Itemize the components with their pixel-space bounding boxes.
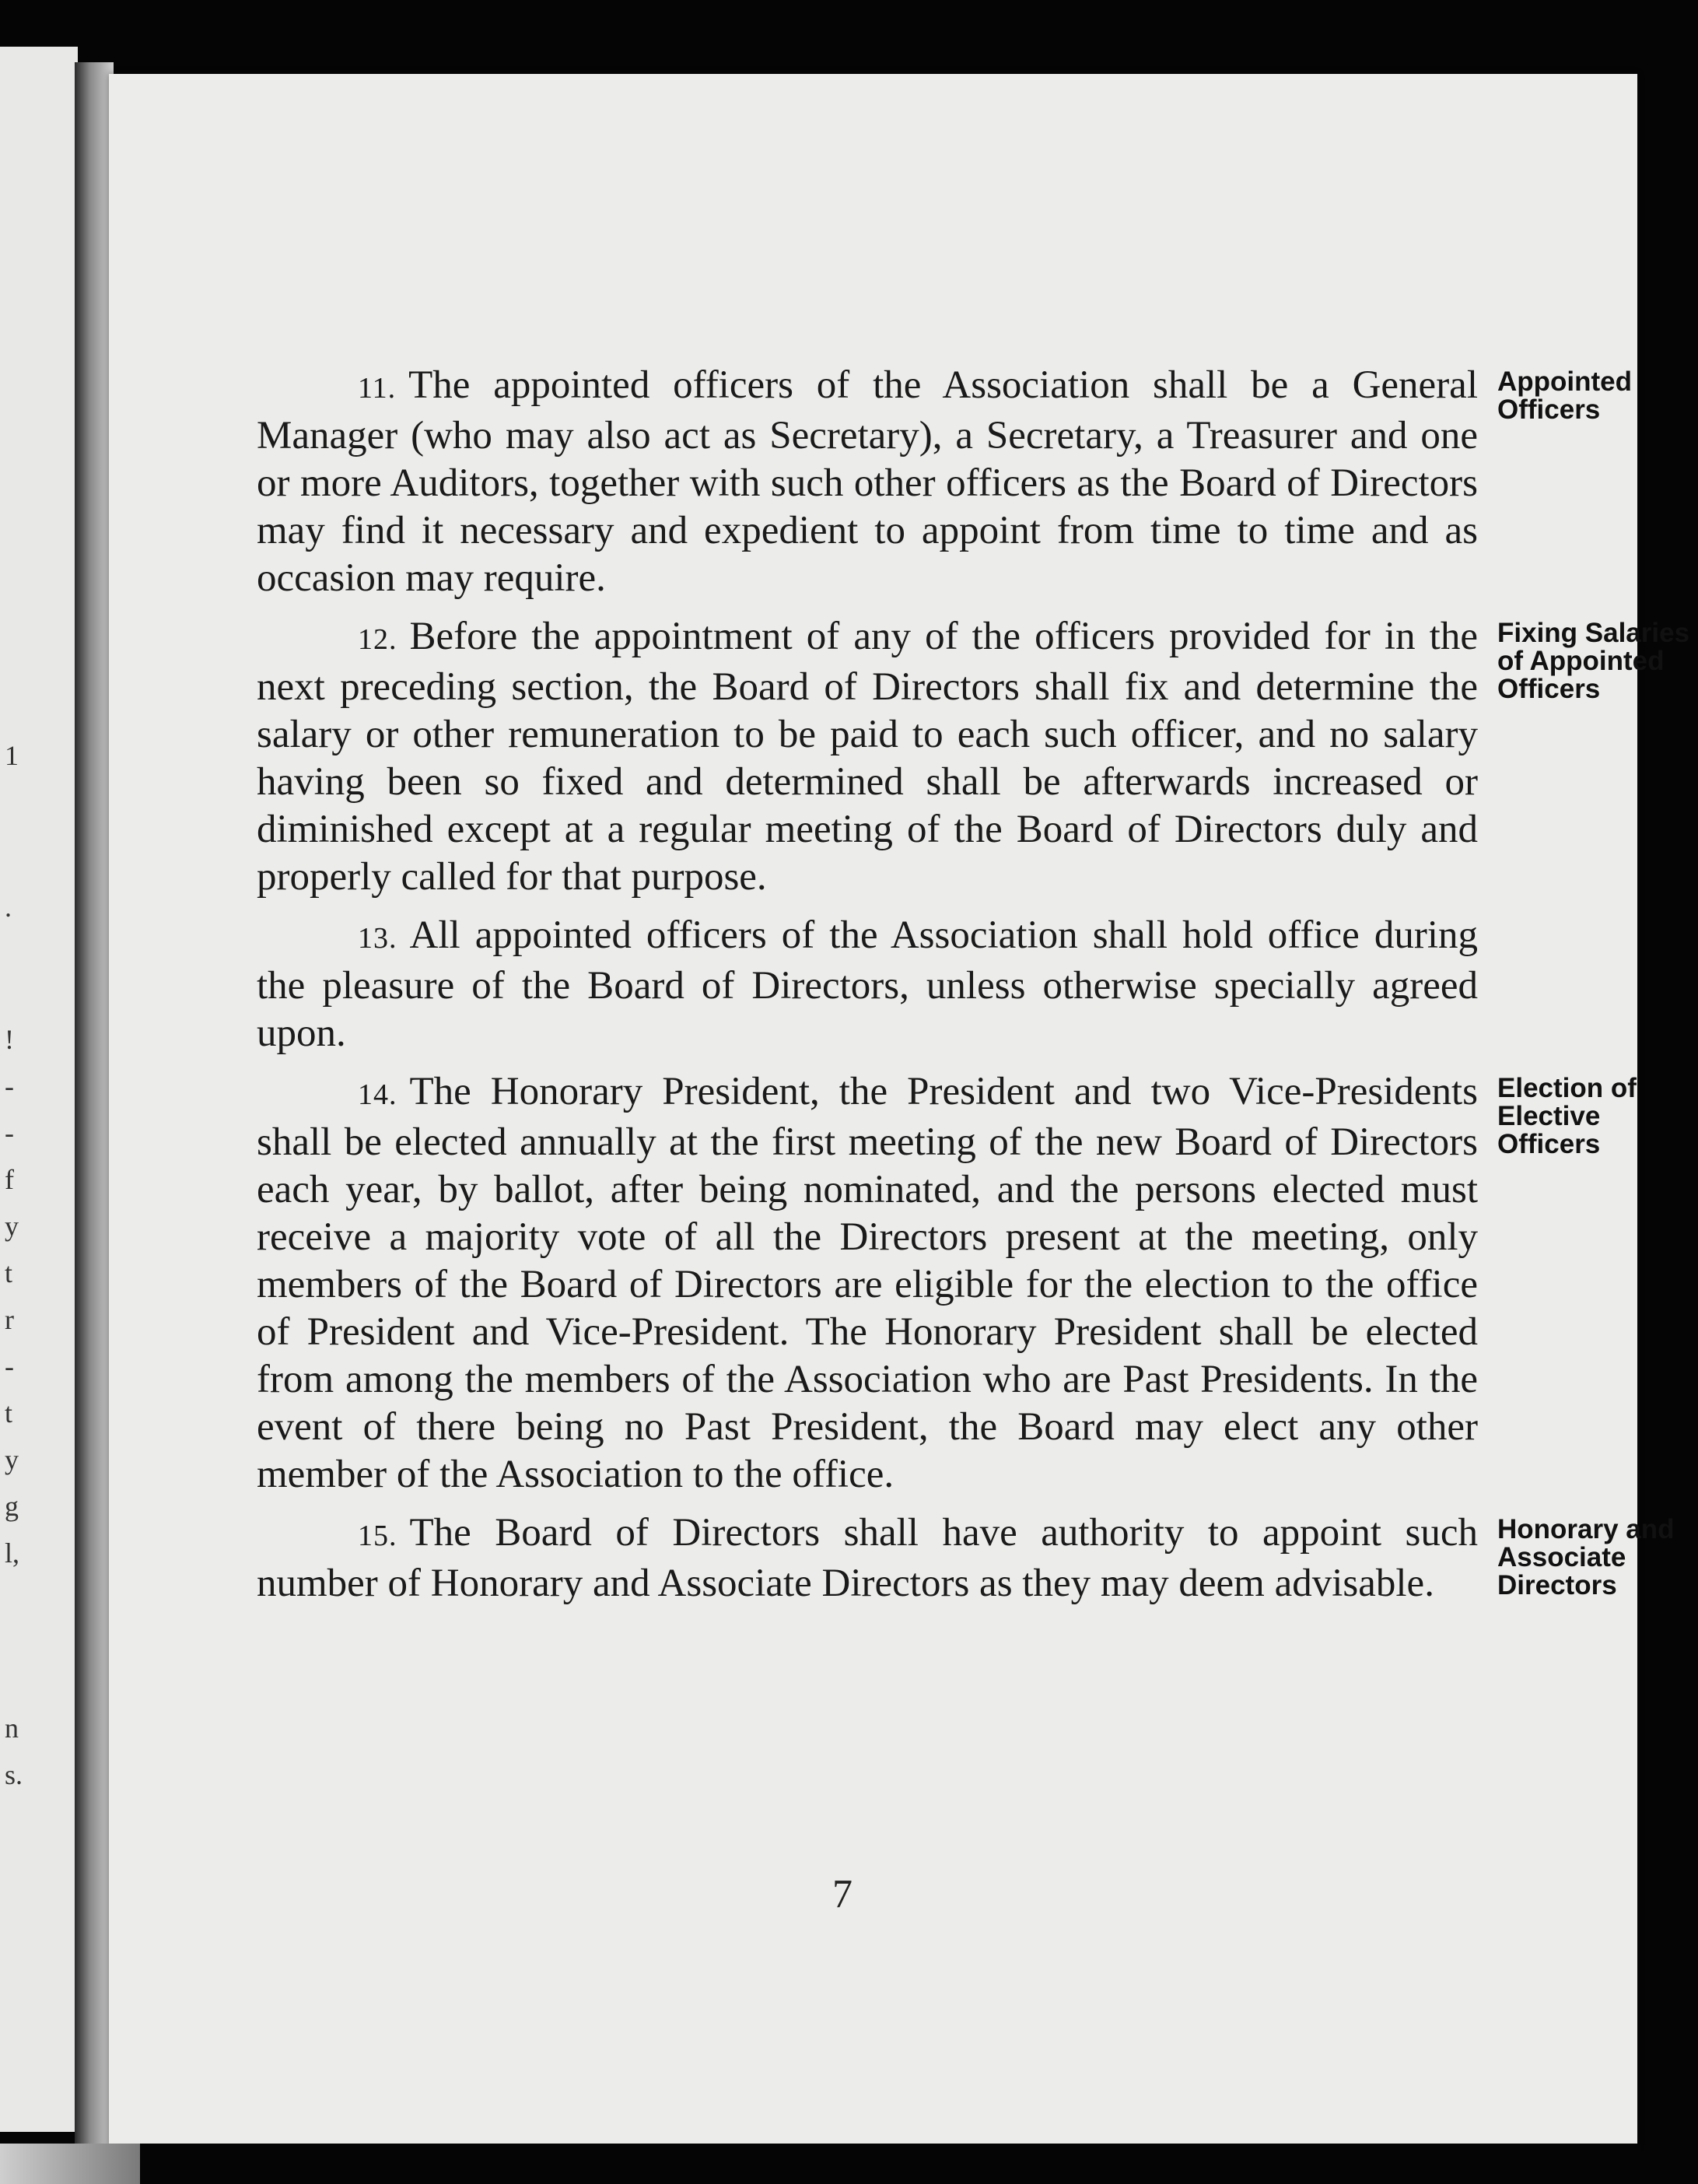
margin-fragment: y bbox=[5, 1444, 19, 1475]
section-number: 15. bbox=[358, 1520, 397, 1552]
section-text: Before the appointment of any of the officers provided for in the next preceding section, the Board of Directors shall fix and determine the salary or other remuneration to be paid to each such officer, and no salary having been so fixed and determined shall be afterwards increased or diminished except at a regular meeting of the Board of Directors duly and properly called for that purpose. bbox=[257, 615, 1478, 899]
sidenote-election-officers: Election of Elective Officers bbox=[1497, 1073, 1637, 1159]
sidenote-fixing-salaries: Fixing Salaries of Appointed Officers bbox=[1497, 618, 1690, 704]
section-paragraph bbox=[257, 1068, 1478, 1499]
margin-fragment: - bbox=[5, 1071, 14, 1102]
margin-fragment: g bbox=[5, 1491, 19, 1522]
scan-edge-strip bbox=[0, 2144, 140, 2184]
section-text: All appointed officers of the Association shall hold office during the pleasure of the Board of Directors, unless otherwise specially agreed upon. bbox=[257, 913, 1478, 1055]
book-gutter bbox=[75, 62, 114, 2147]
section-text: The Honorary President, the President and two Vice-Presidents shall be elected annually at the first meeting of the new Board of Directors each year, by ballot, after being nominated, and the persons elected must receive a majority vote of all the Directors present at the meeting, only members of the Board of Directors are eligible for the election to the office of President and Vice-President. The Honorary President shall be elected from among the members of the Association who are Past Presidents. In the event of there being no Past President, the Board may elect any other member of the Association to the office. bbox=[257, 1070, 1478, 1496]
margin-fragment: r bbox=[5, 1304, 14, 1335]
section-paragraph bbox=[257, 912, 1478, 1057]
margin-fragment: - bbox=[5, 1117, 14, 1148]
sidenote-honorary-directors: Honorary and Associate Directors bbox=[1497, 1514, 1675, 1600]
section-11 bbox=[257, 362, 1633, 602]
section-13 bbox=[257, 912, 1478, 1057]
section-number: 11. bbox=[358, 372, 397, 405]
section-paragraph bbox=[257, 1509, 1478, 1607]
section-14 bbox=[257, 1068, 1637, 1499]
section-number: 12. bbox=[358, 623, 397, 656]
facing-page-edge bbox=[0, 47, 78, 2132]
section-text: The Board of Directors shall have authority to appoint such number of Honorary and Associate Directors as they may deem advisable. bbox=[257, 1511, 1478, 1605]
margin-fragment: l, bbox=[5, 1537, 20, 1569]
margin-fragment: - bbox=[5, 1351, 14, 1382]
page-body bbox=[257, 362, 1690, 1618]
scan-border bbox=[47, 2144, 1641, 2184]
margin-fragment: n bbox=[5, 1712, 19, 1744]
margin-fragment: 1 bbox=[5, 740, 19, 771]
section-number: 13. bbox=[358, 922, 397, 955]
margin-fragment: f bbox=[5, 1164, 14, 1195]
section-15 bbox=[257, 1509, 1675, 1607]
section-12 bbox=[257, 613, 1690, 901]
margin-fragment: s. bbox=[5, 1759, 23, 1790]
book-page bbox=[109, 74, 1690, 2147]
margin-fragment: t bbox=[5, 1397, 13, 1429]
section-paragraph bbox=[257, 362, 1478, 602]
margin-fragment: . bbox=[5, 892, 12, 923]
page-number: 7 bbox=[832, 1872, 853, 1916]
section-number: 14. bbox=[358, 1078, 397, 1111]
sidenote-appointed-officers: Appointed Officers bbox=[1497, 366, 1633, 425]
margin-fragment: t bbox=[5, 1257, 13, 1288]
section-paragraph bbox=[257, 613, 1478, 901]
margin-fragment: y bbox=[5, 1211, 19, 1242]
section-text: The appointed officers of the Association shall be a General Manager (who may also act as Secretary), a Secretary, a Treasurer and one or more Auditors, together with such other officers as the Board of Directors may find it necessary and expedient to appoint from time to time and as occasion may require. bbox=[257, 363, 1478, 600]
margin-fragment: ! bbox=[5, 1024, 14, 1055]
